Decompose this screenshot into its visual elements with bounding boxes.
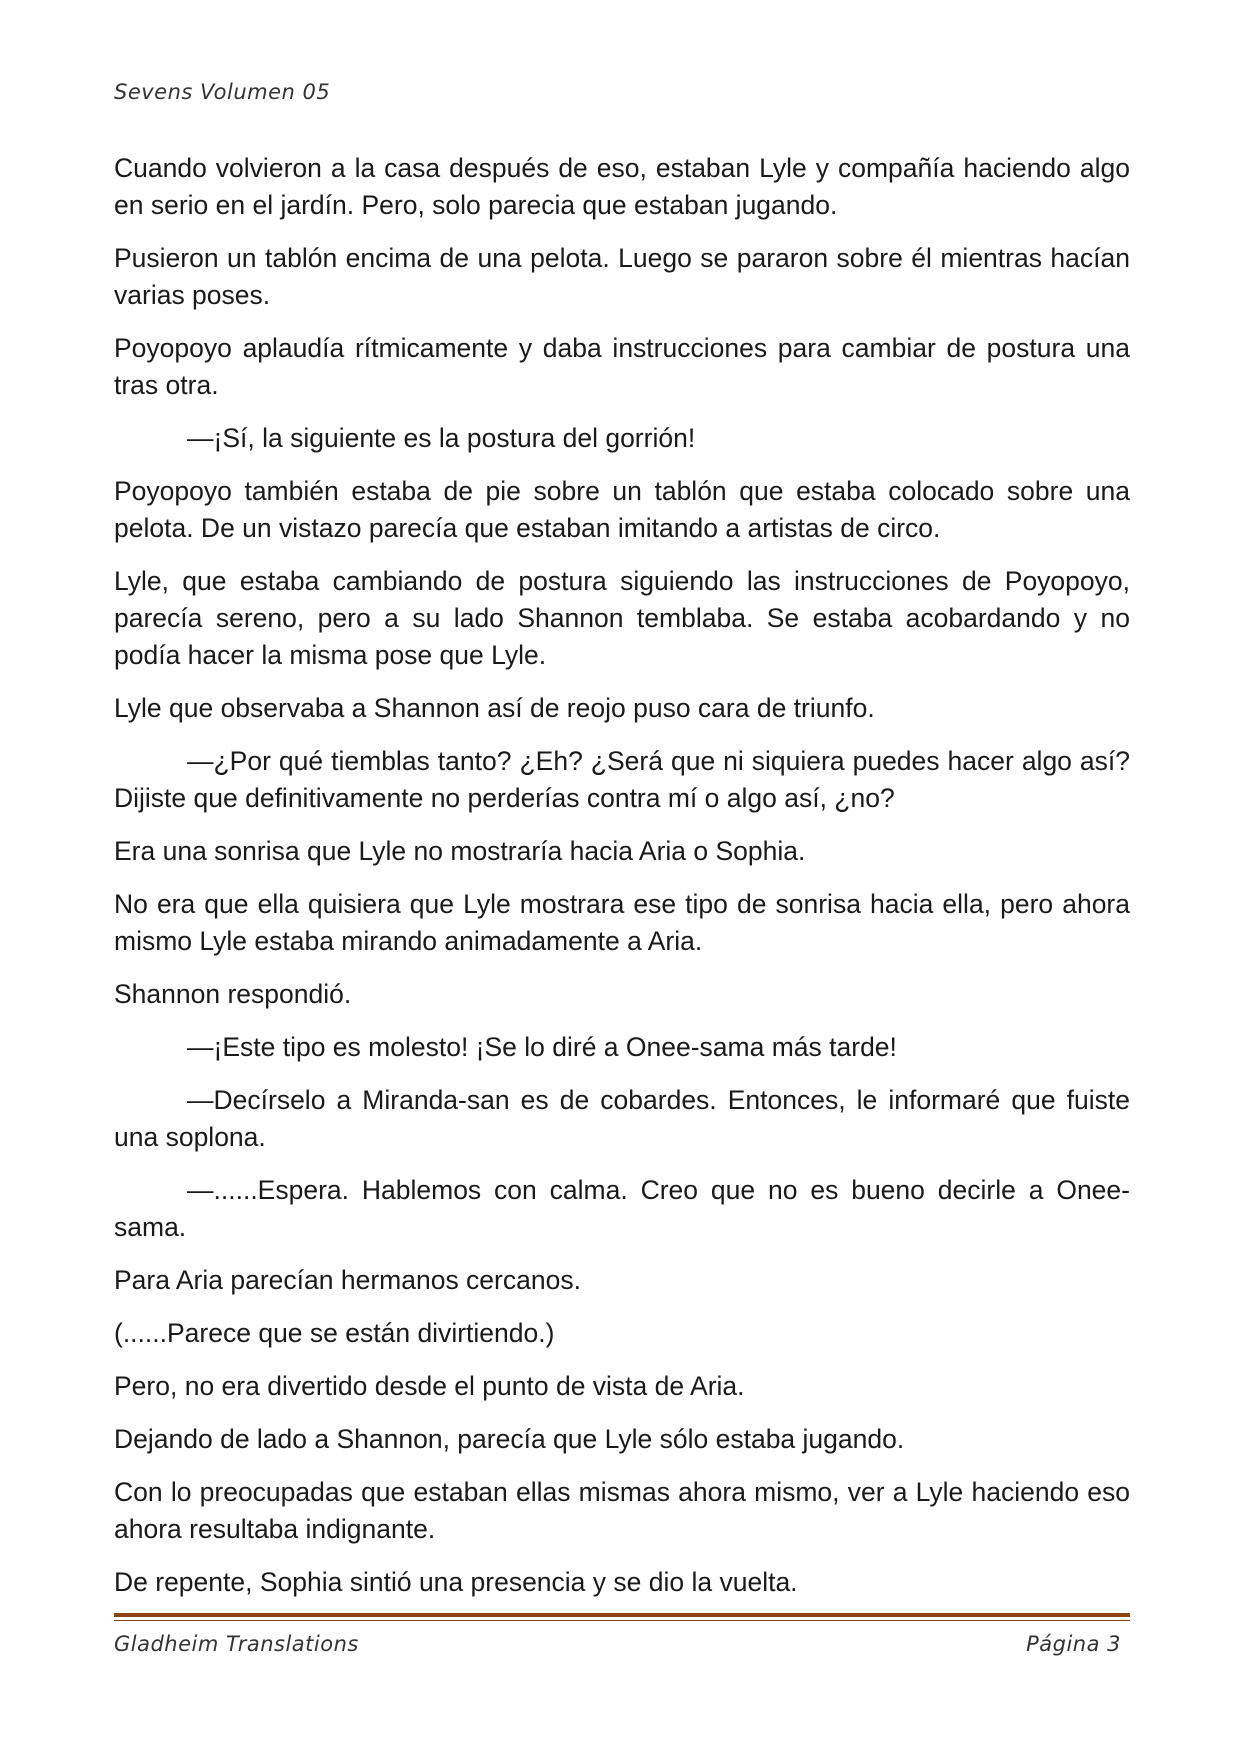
dialogue-paragraph: —Decírselo a Miranda-san es de cobardes. Entonces, le informaré que fuiste una soplona. [114, 1085, 1130, 1152]
paragraph: Con lo preocupadas que estaban ellas mismas ahora mismo, ver a Lyle haciendo eso ahora resultaba indignante. [114, 1477, 1130, 1544]
footer-divider-thin [114, 1620, 1130, 1621]
footer-divider-thick [114, 1613, 1130, 1617]
paragraph: Poyopoyo también estaba de pie sobre un tablón que estaba colocado sobre una pelota. De un vistazo parecía que estaban imitando a artistas de circo. [114, 476, 1130, 543]
paragraph: Shannon respondió. [114, 979, 352, 1009]
dialogue-paragraph: —¿Por qué tiemblas tanto? ¿Eh? ¿Será que ni siquiera puedes hacer algo así? Dijiste que definitivamente no perderías contra mí o algo así, ¿no? [114, 746, 1130, 813]
paragraph: (......Parece que se están divirtiendo.) [114, 1318, 555, 1348]
dialogue-paragraph: —¡Sí, la siguiente es la postura del gorrión! [187, 423, 696, 453]
footer-page-number: Página 3 [1026, 1632, 1121, 1656]
dialogue-paragraph: —¡Este tipo es molesto! ¡Se lo diré a Onee-sama más tarde! [187, 1032, 897, 1062]
dialogue-paragraph: —......Espera. Hablemos con calma. Creo que no es bueno decirle a Onee-sama. [114, 1175, 1130, 1242]
paragraph: Era una sonrisa que Lyle no mostraría hacia Aria o Sophia. [114, 836, 806, 866]
paragraph: Pero, no era divertido desde el punto de vista de Aria. [114, 1371, 745, 1401]
paragraph: Para Aria parecían hermanos cercanos. [114, 1265, 581, 1295]
paragraph: Dejando de lado a Shannon, parecía que Lyle sólo estaba jugando. [114, 1424, 905, 1454]
paragraph: De repente, Sophia sintió una presencia y se dio la vuelta. [114, 1567, 798, 1597]
paragraph: Cuando volvieron a la casa después de eso, estaban Lyle y compañía haciendo algo en serio en el jardín. Pero, solo parecia que estaban jugando. [114, 153, 1130, 220]
document-body [114, 150, 1130, 1617]
page-header-title: Sevens Volumen 05 [114, 80, 331, 104]
paragraph: Poyopoyo aplaudía rítmicamente y daba instrucciones para cambiar de postura una tras otra. [114, 333, 1130, 400]
paragraph: Lyle que observaba a Shannon así de reojo puso cara de triunfo. [114, 693, 875, 723]
paragraph: Pusieron un tablón encima de una pelota. Luego se pararon sobre él mientras hacían varias poses. [114, 243, 1130, 310]
footer-publisher: Gladheim Translations [114, 1632, 359, 1656]
paragraph: Lyle, que estaba cambiando de postura siguiendo las instrucciones de Poyopoyo, parecía sereno, pero a su lado Shannon temblaba. Se estaba acobardando y no podía hacer la misma pose que Lyle. [114, 566, 1130, 670]
paragraph: No era que ella quisiera que Lyle mostrara ese tipo de sonrisa hacia ella, pero ahora mismo Lyle estaba mirando animadamente a Aria. [114, 889, 1130, 956]
